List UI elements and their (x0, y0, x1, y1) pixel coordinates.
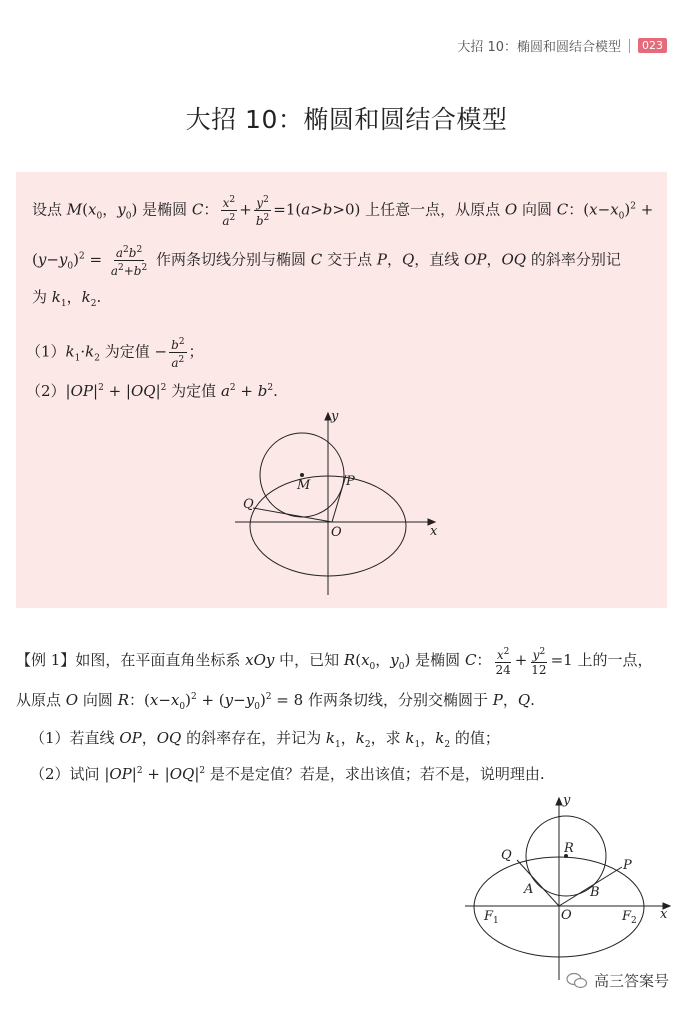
fig2-label-p: P (623, 858, 632, 873)
page-header (457, 36, 667, 55)
page-number: 023 (638, 38, 667, 53)
fig2-label-r: R (564, 841, 574, 856)
fig2-label-y: y (563, 793, 571, 808)
section-title: 大招 10：椭圆和圆结合模型 (457, 40, 621, 55)
watermark-text: 高三答案号 (593, 972, 669, 990)
model-item-1: $(1)k_1\cdot k_2$ 为定值 − $\frac{b^2}{a^2}$ ； (26, 337, 204, 370)
example-line-2: 从原点 O 向圆 R：$(x-x_0)^2 + (y-y_0)^2 = 8$ 作两条切线，分别交椭圆于 P，Q. (16, 691, 535, 712)
model-line-3: 为 $k_1$，$k_2$. (32, 288, 102, 309)
fig2-label-q: Q (501, 848, 512, 863)
figure-2 (460, 790, 675, 985)
page-title: 大招 10：椭圆和圆结合模型 (185, 105, 508, 134)
watermark (566, 970, 669, 991)
fig2-label-f2: $F_2$ (622, 909, 637, 926)
fig1-label-y: y (331, 409, 339, 424)
model-line-2: $(y-y_0)^2$ = $\frac{a^2b^2}{a^2+b^2}$ 作两条切线分别与椭圆 C 交于点 P，Q，直线 OP，OQ 的斜率分别记 (32, 245, 621, 278)
model-item-2: $(2)|OP|^2 + |OQ|^2$ 为定值 $a^2 + b^2$. (26, 382, 278, 400)
fig1-label-o: O (331, 525, 342, 540)
fig2-label-x: x (660, 907, 668, 922)
fig1-label-p: P (346, 474, 355, 489)
header-divider (629, 39, 630, 53)
example-tag: 【例 1】 (16, 651, 76, 669)
figure-1 (220, 405, 450, 600)
fig2-y-arrow-icon (556, 798, 562, 805)
example-line-1: 【例 1】如图，在平面直角坐标系 xOy 中，已知 $R(x_0$，$y_0$) 是椭圆 C： $\frac{x^2}{24}$ + $\frac{y^2}{12}$ =1 上的一点， (16, 647, 653, 677)
fig1-tangent-oq (253, 508, 332, 522)
fig2-label-a: A (524, 882, 534, 897)
fig1-tangent-op (332, 475, 346, 522)
fig2-label-b: B (590, 885, 600, 900)
example-question-2: （2）试问 $|OP|^2 + |OQ|^2$ 是不是定值？若是，求出该值；若不是，说明理由. (30, 765, 545, 783)
example-question-1: （1）若直线 OP，OQ 的斜率存在，并记为 $k_1$，$k_2$，求 $k_1$，$k_2$ 的值； (30, 729, 500, 750)
fig1-label-x: x (430, 524, 438, 539)
fig2-label-f1: $F_1$ (484, 909, 499, 926)
fig1-label-m: M (297, 478, 311, 493)
model-line-1: 设点 $M(x_0$，$y_0$) 是椭圆 C： $\frac{x^2}{a^2}$ + $\frac{y^2}{b^2}$ =1(a>b>0) 上任意一点，从原点 O 向圆 C：$(x-x_0)^2$ + (32, 195, 654, 228)
fig2-label-o: O (561, 908, 572, 923)
wechat-icon (566, 972, 588, 990)
fig1-point-m (300, 473, 304, 477)
fig1-label-q: Q (243, 497, 254, 512)
